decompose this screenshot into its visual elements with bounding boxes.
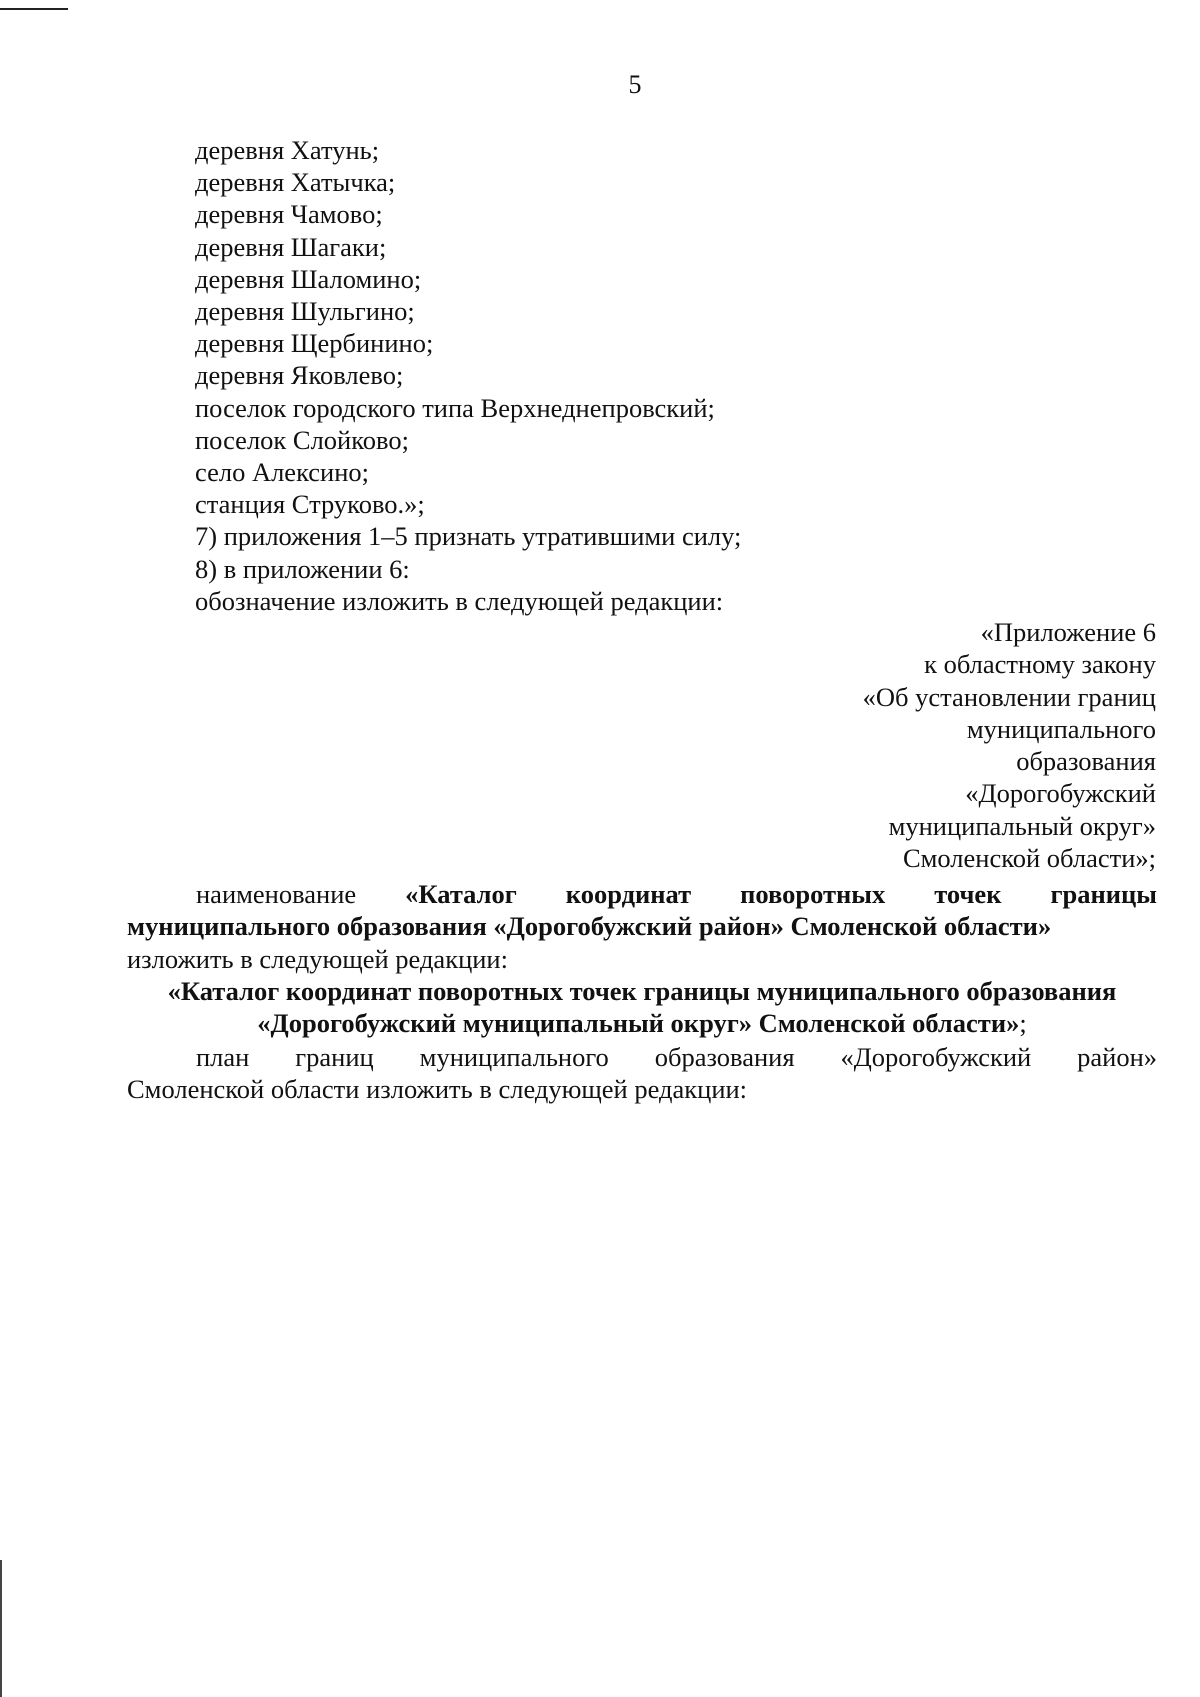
- list-item: станция Струково.»;: [195, 489, 425, 520]
- plan-paragraph: [127, 1041, 1157, 1106]
- plan-word: район»: [1077, 1042, 1158, 1072]
- list-item: обозначение изложить в следующей редакции:: [195, 585, 724, 616]
- list-item: деревня Яковлево;: [195, 360, 404, 391]
- naming-paragraph: [127, 878, 1157, 975]
- naming-line-1: [127, 878, 1157, 910]
- plan-line-1: [127, 1041, 1157, 1073]
- appendix-line: муниципального: [966, 713, 1156, 744]
- naming-line-2: муниципального образования «Дорогобужский район» Смоленской области»: [127, 911, 1052, 942]
- plan-line-2: Смоленской области изложить в следующей редакции:: [127, 1074, 748, 1105]
- plan-word: план: [196, 1042, 250, 1072]
- naming-word: поворотных: [740, 879, 886, 909]
- appendix-line: Смоленской области»;: [902, 843, 1156, 874]
- list-item: деревня Хатунь;: [195, 135, 380, 165]
- catalog-title-line-2: [127, 1007, 1157, 1039]
- list-item: деревня Чамово;: [195, 199, 383, 230]
- scan-edge-mark-left: [0, 1560, 2, 1697]
- plan-word: границ: [295, 1042, 374, 1072]
- list-item: деревня Хатычка;: [195, 167, 396, 198]
- list-item: село Алексино;: [195, 457, 370, 488]
- naming-word: «Каталог: [405, 879, 517, 909]
- list-item: деревня Шульгино;: [195, 296, 415, 327]
- plan-word: образования: [654, 1042, 795, 1072]
- list-item: поселок городского типа Верхнеднепровский;: [195, 392, 715, 423]
- list-item: поселок Слойково;: [195, 424, 409, 455]
- page-number: 5: [628, 70, 642, 99]
- list-item: деревня Шаломино;: [195, 263, 422, 294]
- catalog-title-suffix: ;: [1019, 1008, 1027, 1039]
- naming-word: границы: [1050, 879, 1157, 909]
- list-item: 7) приложения 1–5 признать утратившими силу;: [195, 521, 742, 552]
- appendix-line: «Дорогобужский: [965, 778, 1156, 809]
- naming-line-3: изложить в следующей редакции:: [127, 943, 508, 974]
- naming-word: координат: [565, 879, 692, 909]
- catalog-title-line-1: «Каталог координат поворотных точек границы муниципального образования: [167, 976, 1117, 1006]
- catalog-title-text: «Дорогобужский муниципальный округ» Смоленской области»: [257, 1008, 1020, 1039]
- appendix-line: образования: [1016, 746, 1156, 777]
- list-item: деревня Щербинино;: [195, 328, 434, 359]
- settlement-list: [195, 134, 741, 617]
- appendix-line: «Об установлении границ: [862, 681, 1156, 712]
- appendix-header: [863, 616, 1156, 874]
- scan-edge-mark: [0, 8, 68, 10]
- naming-word: точек: [934, 879, 1002, 909]
- list-item: 8) в приложении 6:: [195, 553, 410, 584]
- appendix-line: муниципальный округ»: [888, 810, 1156, 841]
- plan-word: муниципального: [419, 1042, 609, 1072]
- catalog-title: [127, 975, 1157, 1040]
- appendix-line: «Приложение 6: [980, 617, 1156, 647]
- naming-word: наименование: [196, 879, 357, 909]
- plan-word: «Дорогобужский: [840, 1042, 1032, 1072]
- list-item: деревня Шагаки;: [195, 231, 387, 262]
- appendix-line: к областному закону: [924, 649, 1156, 680]
